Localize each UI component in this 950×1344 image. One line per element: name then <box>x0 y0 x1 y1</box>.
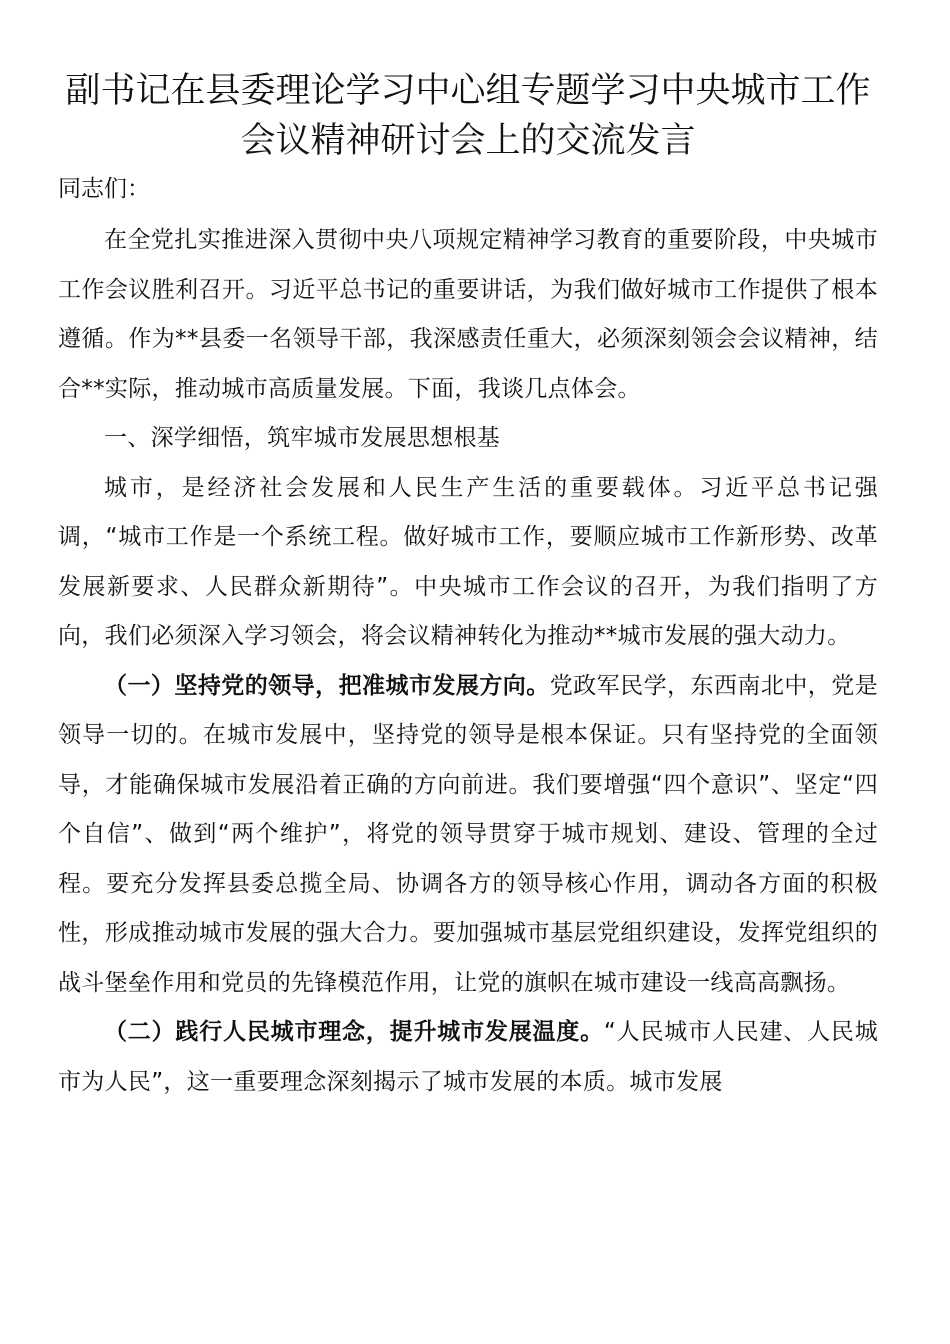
paragraph-text: 在全党扎实推进深入贯彻中央八项规定精神学习教育的重要阶段，中央城市工作会议胜利召开。习近平总书记的重要讲话，为我们做好城市工作提供了根本遵循。作为**县委一名领导干部，我深感责任重大，必须深刻领会会议精神，结合**实际，推动城市高质量发展。下面，我谈几点体会。 <box>58 227 878 402</box>
paragraph-section-1-intro <box>58 464 878 662</box>
paragraph-intro <box>58 216 878 414</box>
paragraph-lead: （二）践行人民城市理念，提升城市发展温度。 <box>104 1019 604 1045</box>
section-heading-1 <box>58 414 878 464</box>
paragraph-point-2 <box>58 1008 878 1107</box>
paragraph-text: 一、深学细悟，筑牢城市发展思想根基 <box>104 425 501 451</box>
paragraph-text: “人民城市人民建、人民城市为人民”，这一重要理念深刻揭示了城市发展的本质。城市发展 <box>58 1019 878 1095</box>
document-title: 副书记在县委理论学习中心组专题学习中央城市工作会议精神研讨会上的交流发言 <box>65 71 871 161</box>
salutation: 同志们： <box>58 176 150 202</box>
paragraph-point-1 <box>58 662 878 1009</box>
paragraph-lead: （一）坚持党的领导，把准城市发展方向。 <box>104 672 550 699</box>
paragraph-text: 党政军民学，东西南北中，党是领导一切的。在城市发展中，坚持党的领导是根本保证。只有坚持党的全面领导，才能确保城市发展沿着正确的方向前进。我们要增强“四个意识”、坚定“四个自信”、做到“两个维护”，将党的领导贯穿于城市规划、建设、管理的全过程。要充分发挥县委总揽全局、协调各方的领导核心作用，调动各方面的积极性，形成推动城市发展的强大合力。要加强城市基层党组织建设，发挥党组织的战斗堡垒作用和党员的先锋模范作用，让党的旗帜在城市建设一线高高飘扬。 <box>58 672 879 996</box>
paragraph-text: 城市，是经济社会发展和人民生产生活的重要载体。习近平总书记强调，“城市工作是一个系统工程。做好城市工作，要顺应城市工作新形势、改革发展新要求、人民群众新期待”。中央城市工作会议的召开，为我们指明了方向，我们必须深入学习领会，将会议精神转化为推动**城市发展的强大动力。 <box>58 474 878 649</box>
